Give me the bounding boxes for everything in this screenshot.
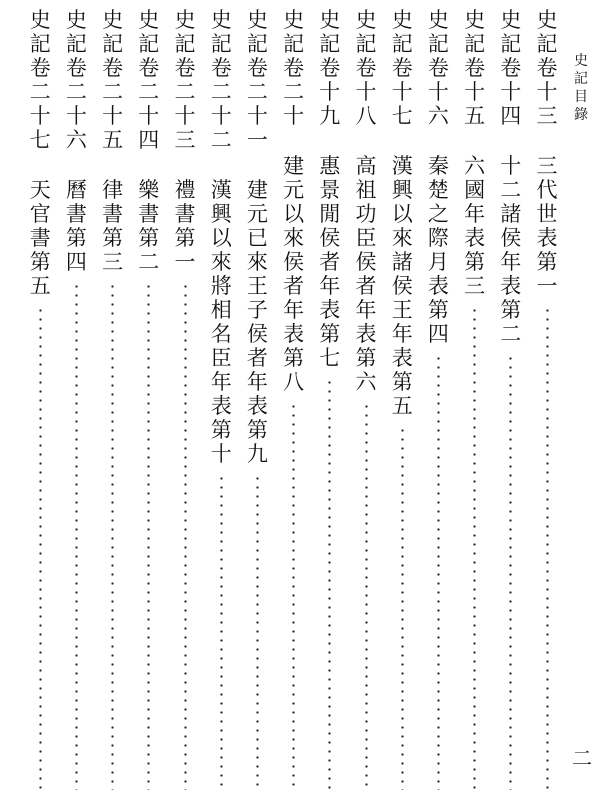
toc-entry <box>496 8 526 790</box>
title-char: 年 <box>500 250 522 274</box>
title-char: 年 <box>319 274 341 298</box>
volume-char: 記 <box>464 32 486 56</box>
volume-label <box>138 8 159 152</box>
title-char: 王 <box>391 298 413 322</box>
volume-char: 十 <box>246 104 268 128</box>
volume-char: 三 <box>174 128 196 152</box>
volume-label <box>500 8 521 128</box>
title-char: 侯 <box>391 274 413 298</box>
volume-char: 二 <box>138 80 160 104</box>
volume-char: 十 <box>283 104 305 128</box>
volume-char: 史 <box>355 8 377 32</box>
title-char: 第 <box>138 226 160 250</box>
volume-char: 七 <box>29 128 51 152</box>
volume-char: 六 <box>427 104 449 128</box>
title-char: 書 <box>138 202 160 226</box>
title-char: 國 <box>464 178 486 202</box>
volume-char: 十 <box>65 104 87 128</box>
toc-entry <box>25 8 55 790</box>
title-char: 者 <box>283 274 305 298</box>
entry-title <box>211 178 232 466</box>
volume-char: 卷 <box>391 56 413 80</box>
dot-leader <box>401 426 404 790</box>
volume-char: 記 <box>174 32 196 56</box>
volume-char: 十 <box>427 80 449 104</box>
volume-label <box>211 8 232 152</box>
title-char: 第 <box>427 298 449 322</box>
volume-char: 九 <box>319 104 341 128</box>
title-char: 建 <box>283 154 305 178</box>
dot-leader <box>328 378 331 790</box>
title-char: 表 <box>246 394 268 418</box>
volume-char: 記 <box>210 32 232 56</box>
entry-title <box>283 154 304 394</box>
volume-char: 十 <box>464 80 486 104</box>
volume-char: 卷 <box>174 56 196 80</box>
dot-leader <box>184 282 187 790</box>
title-char: 九 <box>246 442 268 466</box>
toc-entry <box>134 8 164 790</box>
title-char: 年 <box>355 298 377 322</box>
title-char: 官 <box>29 202 51 226</box>
volume-char: 十 <box>319 80 341 104</box>
volume-char: 卷 <box>283 56 305 80</box>
title-char: 際 <box>427 226 449 250</box>
title-char: 年 <box>210 370 232 394</box>
title-char: 第 <box>246 418 268 442</box>
title-char: 十 <box>500 154 522 178</box>
volume-char: 記 <box>29 32 51 56</box>
volume-char: 記 <box>500 32 522 56</box>
title-char: 祖 <box>355 178 377 202</box>
title-char: 表 <box>536 226 558 250</box>
volume-char: 史 <box>319 8 341 32</box>
volume-char: 十 <box>138 104 160 128</box>
dot-leader <box>75 282 78 790</box>
title-char: 侯 <box>283 250 305 274</box>
title-char: 以 <box>283 202 305 226</box>
volume-char: 史 <box>102 8 124 32</box>
title-char: 第 <box>500 298 522 322</box>
volume-char: 二 <box>210 128 232 152</box>
dot-leader <box>111 282 114 790</box>
title-char: 元 <box>246 202 268 226</box>
dot-leader <box>546 306 549 790</box>
title-char: 興 <box>210 202 232 226</box>
title-char: 漢 <box>391 154 413 178</box>
volume-char: 史 <box>246 8 268 32</box>
title-char: 二 <box>500 178 522 202</box>
toc-entry <box>61 8 91 790</box>
title-char: 已 <box>246 226 268 250</box>
volume-char: 十 <box>536 80 558 104</box>
toc-entry <box>242 8 272 790</box>
volume-label <box>283 8 304 128</box>
title-char: 來 <box>246 250 268 274</box>
dot-leader <box>473 306 476 790</box>
volume-char: 史 <box>536 8 558 32</box>
toc-entry <box>532 8 562 790</box>
volume-char: 二 <box>210 80 232 104</box>
title-char: 二 <box>500 322 522 346</box>
title-char: 來 <box>283 226 305 250</box>
title-char: 者 <box>355 274 377 298</box>
entry-title <box>428 154 449 346</box>
title-char: 者 <box>246 346 268 370</box>
volume-label <box>319 8 340 128</box>
volume-char: 史 <box>427 8 449 32</box>
volume-char: 二 <box>246 80 268 104</box>
title-char: 天 <box>29 178 51 202</box>
title-char: 禮 <box>174 178 196 202</box>
title-char: 以 <box>391 202 413 226</box>
volume-char: 卷 <box>29 56 51 80</box>
volume-char: 十 <box>210 104 232 128</box>
volume-char: 十 <box>500 80 522 104</box>
title-char: 表 <box>391 346 413 370</box>
volume-char: 四 <box>138 128 160 152</box>
title-char: 二 <box>138 250 160 274</box>
title-char: 表 <box>319 298 341 322</box>
entry-title <box>464 154 485 298</box>
title-char: 第 <box>464 250 486 274</box>
title-char: 年 <box>391 322 413 346</box>
dot-leader <box>509 354 512 790</box>
volume-label <box>392 8 413 128</box>
volume-label <box>537 8 558 128</box>
volume-label <box>102 8 123 152</box>
volume-char: 卷 <box>138 56 160 80</box>
toc-entry <box>279 8 309 790</box>
title-char: 建 <box>246 178 268 202</box>
title-char: 侯 <box>500 226 522 250</box>
title-char: 表 <box>500 274 522 298</box>
title-char: 三 <box>102 250 124 274</box>
title-char: 高 <box>355 154 377 178</box>
title-char: 閒 <box>319 202 341 226</box>
volume-char: 史 <box>464 8 486 32</box>
title-char: 王 <box>246 274 268 298</box>
volume-label <box>66 8 87 152</box>
title-char: 樂 <box>138 178 160 202</box>
title-char: 年 <box>246 370 268 394</box>
title-char: 三 <box>464 274 486 298</box>
volume-char: 史 <box>138 8 160 32</box>
title-char: 以 <box>210 226 232 250</box>
volume-char: 二 <box>174 80 196 104</box>
title-char: 書 <box>29 226 51 250</box>
volume-char: 記 <box>427 32 449 56</box>
title-char: 世 <box>536 202 558 226</box>
volume-char: 卷 <box>427 56 449 80</box>
volume-char: 史 <box>174 8 196 32</box>
title-char: 相 <box>210 298 232 322</box>
volume-char: 卷 <box>210 56 232 80</box>
entry-title <box>30 178 51 298</box>
volume-char: 卷 <box>246 56 268 80</box>
volume-char: 六 <box>65 128 87 152</box>
volume-char: 記 <box>246 32 268 56</box>
title-char: 惠 <box>319 154 341 178</box>
volume-char: 二 <box>65 80 87 104</box>
header-char: 記 <box>574 71 588 87</box>
title-char: 來 <box>391 226 413 250</box>
title-char: 書 <box>102 202 124 226</box>
volume-char: 記 <box>102 32 124 56</box>
title-char: 第 <box>319 322 341 346</box>
title-char: 第 <box>65 226 87 250</box>
title-char: 年 <box>464 202 486 226</box>
title-char: 律 <box>102 178 124 202</box>
title-char: 景 <box>319 178 341 202</box>
title-char: 一 <box>174 250 196 274</box>
volume-char: 二 <box>29 80 51 104</box>
title-char: 侯 <box>246 322 268 346</box>
dot-leader <box>220 474 223 790</box>
header-char: 目 <box>574 89 588 105</box>
volume-char: 記 <box>536 32 558 56</box>
title-char: 表 <box>210 394 232 418</box>
volume-char: 記 <box>283 32 305 56</box>
volume-char: 史 <box>283 8 305 32</box>
title-char: 第 <box>283 346 305 370</box>
title-char: 四 <box>427 322 449 346</box>
title-char: 第 <box>102 226 124 250</box>
toc-entry <box>351 8 381 790</box>
title-char: 三 <box>536 154 558 178</box>
title-char: 臣 <box>210 346 232 370</box>
title-char: 五 <box>391 394 413 418</box>
title-char: 表 <box>283 322 305 346</box>
title-char: 書 <box>174 202 196 226</box>
toc-entry <box>460 8 490 790</box>
volume-char: 史 <box>29 8 51 32</box>
title-char: 諸 <box>500 202 522 226</box>
volume-char: 史 <box>500 8 522 32</box>
volume-label <box>247 8 268 152</box>
title-char: 第 <box>210 418 232 442</box>
volume-char: 卷 <box>536 56 558 80</box>
entry-title <box>537 154 558 298</box>
volume-char: 七 <box>391 104 413 128</box>
volume-char: 二 <box>283 80 305 104</box>
entry-title <box>102 178 123 274</box>
title-char: 功 <box>355 202 377 226</box>
title-char: 一 <box>536 274 558 298</box>
volume-char: 五 <box>464 104 486 128</box>
volume-char: 史 <box>65 8 87 32</box>
volume-char: 卷 <box>102 56 124 80</box>
volume-char: 記 <box>391 32 413 56</box>
title-char: 表 <box>427 274 449 298</box>
title-char: 表 <box>355 322 377 346</box>
toc-entry <box>423 8 453 790</box>
title-char: 五 <box>29 274 51 298</box>
title-char: 六 <box>355 370 377 394</box>
title-char: 書 <box>65 202 87 226</box>
title-char: 秦 <box>427 154 449 178</box>
volume-char: 史 <box>210 8 232 32</box>
title-char: 臣 <box>355 226 377 250</box>
dot-leader <box>39 306 42 790</box>
title-char: 之 <box>427 202 449 226</box>
title-char: 代 <box>536 178 558 202</box>
running-header <box>571 52 591 124</box>
title-char: 者 <box>319 250 341 274</box>
volume-char: 四 <box>500 104 522 128</box>
volume-char: 十 <box>29 104 51 128</box>
title-char: 子 <box>246 298 268 322</box>
entry-title <box>500 154 521 346</box>
volume-char: 卷 <box>500 56 522 80</box>
dot-leader <box>292 402 295 790</box>
volume-char: 五 <box>102 128 124 152</box>
dot-leader <box>365 402 368 790</box>
volume-label <box>464 8 485 128</box>
title-char: 楚 <box>427 178 449 202</box>
volume-char: 記 <box>319 32 341 56</box>
toc-entry <box>98 8 128 790</box>
toc-entry <box>170 8 200 790</box>
page-number: 二 <box>572 746 592 770</box>
volume-char: 十 <box>102 104 124 128</box>
volume-label <box>356 8 377 128</box>
volume-char: 卷 <box>65 56 87 80</box>
title-char: 將 <box>210 274 232 298</box>
volume-char: 一 <box>246 128 268 152</box>
title-char: 名 <box>210 322 232 346</box>
volume-char: 三 <box>536 104 558 128</box>
title-char: 元 <box>283 178 305 202</box>
dot-leader <box>147 282 150 790</box>
dot-leader <box>437 354 440 790</box>
volume-char: 卷 <box>355 56 377 80</box>
toc-entry <box>206 8 236 790</box>
volume-char: 史 <box>391 8 413 32</box>
volume-label <box>428 8 449 128</box>
volume-char: 卷 <box>464 56 486 80</box>
entry-title <box>247 178 268 466</box>
title-char: 八 <box>283 370 305 394</box>
volume-label <box>175 8 196 152</box>
volume-char: 記 <box>65 32 87 56</box>
dot-leader <box>256 474 259 790</box>
title-char: 第 <box>536 250 558 274</box>
title-char: 六 <box>464 154 486 178</box>
title-char: 第 <box>29 250 51 274</box>
title-char: 第 <box>391 370 413 394</box>
title-char: 十 <box>210 442 232 466</box>
volume-char: 十 <box>391 80 413 104</box>
title-char: 第 <box>355 346 377 370</box>
title-char: 七 <box>319 346 341 370</box>
entry-title <box>66 178 87 274</box>
title-char: 第 <box>174 226 196 250</box>
title-char: 年 <box>283 298 305 322</box>
title-char: 侯 <box>319 226 341 250</box>
toc-entry <box>315 8 345 790</box>
title-char: 曆 <box>65 178 87 202</box>
header-char: 錄 <box>574 107 588 123</box>
volume-char: 八 <box>355 104 377 128</box>
toc-entry <box>387 8 417 790</box>
entry-title <box>392 154 413 418</box>
title-char: 漢 <box>210 178 232 202</box>
volume-char: 記 <box>355 32 377 56</box>
title-char: 興 <box>391 178 413 202</box>
entry-title <box>175 178 196 274</box>
volume-char: 二 <box>102 80 124 104</box>
entry-title <box>356 154 377 394</box>
title-char: 月 <box>427 250 449 274</box>
title-char: 來 <box>210 250 232 274</box>
title-char: 表 <box>464 226 486 250</box>
title-char: 四 <box>65 250 87 274</box>
header-char: 史 <box>574 53 588 69</box>
entry-title <box>319 154 340 370</box>
volume-char: 十 <box>355 80 377 104</box>
title-char: 諸 <box>391 250 413 274</box>
volume-char: 記 <box>138 32 160 56</box>
volume-char: 十 <box>174 104 196 128</box>
volume-char: 卷 <box>319 56 341 80</box>
title-char: 侯 <box>355 250 377 274</box>
volume-label <box>30 8 51 152</box>
entry-title <box>138 178 159 274</box>
